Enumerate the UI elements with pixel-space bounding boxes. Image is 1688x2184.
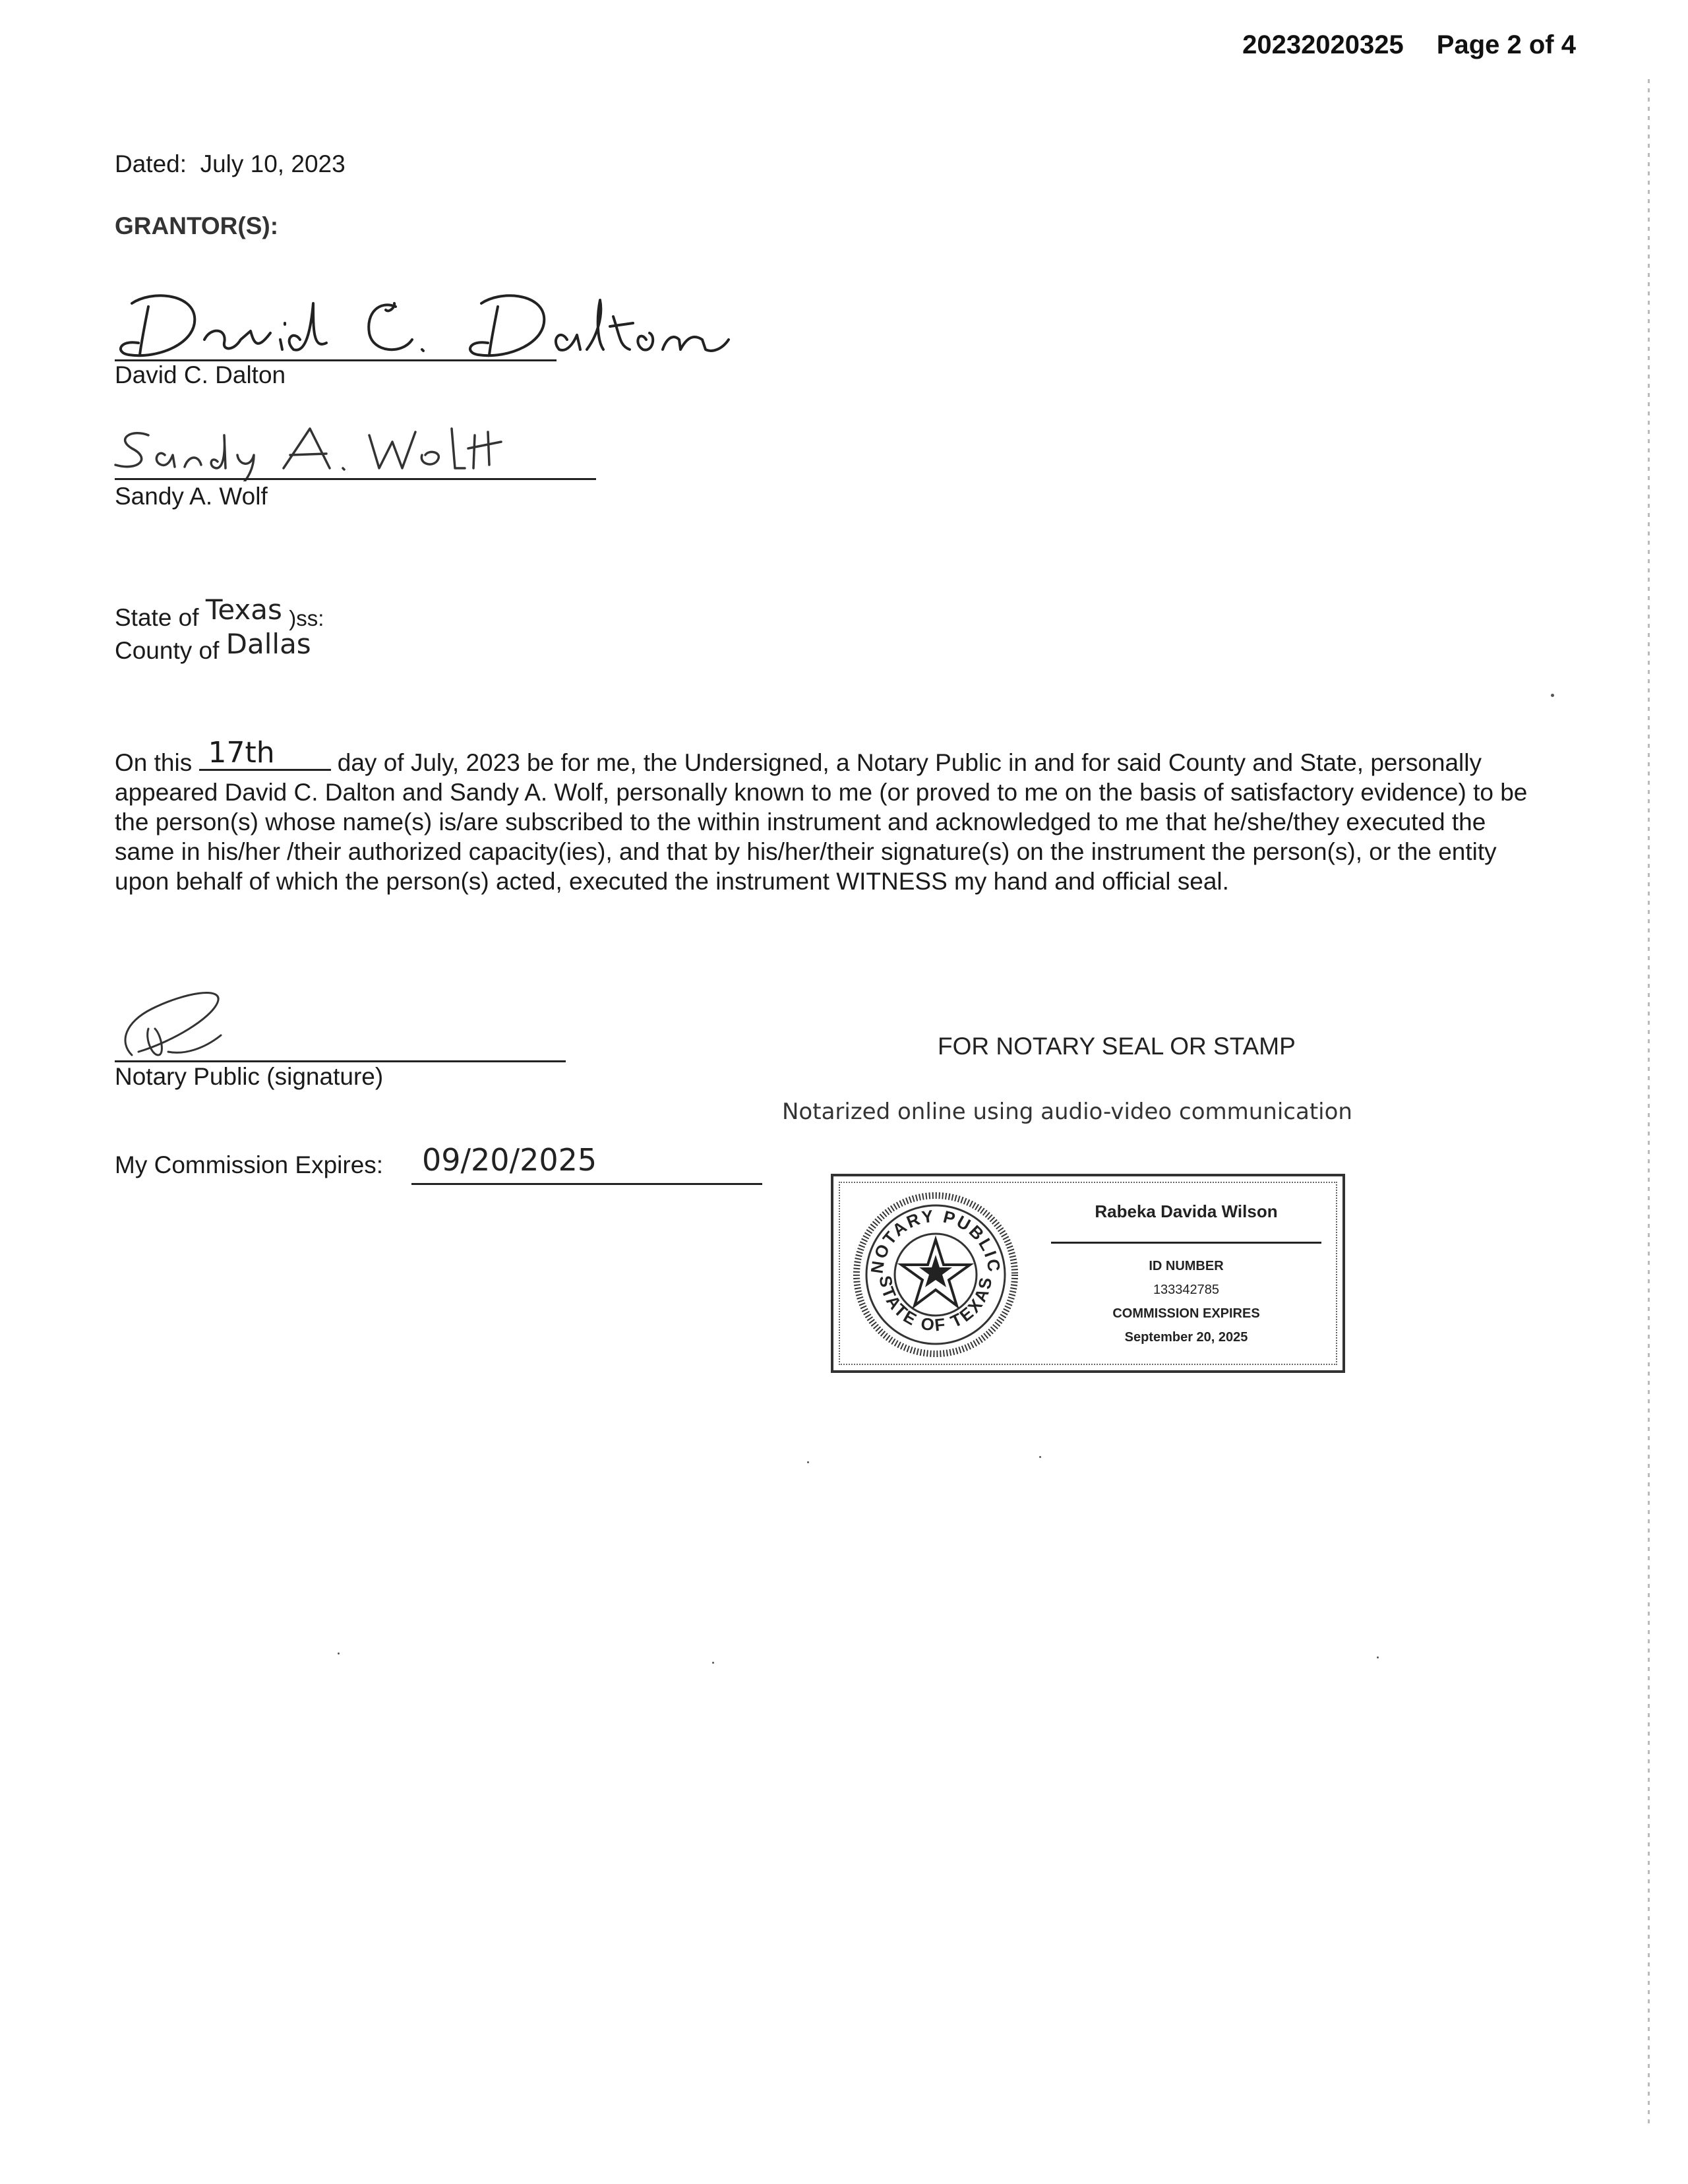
county-label: County of — [115, 637, 220, 664]
printed-name-2: Sandy A. Wolf — [115, 483, 268, 510]
signature-sandy-wolf — [112, 415, 574, 481]
stamp-id-label: ID NUMBER — [1149, 1259, 1224, 1273]
scan-speck — [712, 1662, 714, 1664]
state-label: State of — [115, 604, 199, 631]
acknowledgment-lead: On this — [115, 749, 193, 776]
stamp-info — [1051, 1201, 1321, 1349]
dated-label: Dated: — [115, 150, 187, 177]
notary-stamp — [831, 1174, 1345, 1373]
grantor-heading: GRANTOR(S): — [115, 212, 279, 239]
scan-speck — [338, 1653, 340, 1654]
seal-top-text: NOTARY PUBLIC — [866, 1205, 1005, 1275]
stamp-notary-name: Rabeka Davida Wilson — [1095, 1201, 1278, 1221]
commission-value: 09/20/2025 — [422, 1142, 597, 1178]
day-value: 17th — [208, 736, 275, 770]
commission-line — [411, 1183, 762, 1185]
day-field — [199, 736, 331, 771]
stamp-id-value: 133342785 — [1153, 1283, 1220, 1297]
notary-signature-line — [115, 1060, 566, 1062]
stamp-commission-label: COMMISSION EXPIRES — [1112, 1306, 1260, 1321]
scan-edge-artifact — [1648, 79, 1650, 2123]
dated-line — [115, 150, 346, 178]
scan-speck — [1377, 1656, 1379, 1658]
stamp-commission-date: September 20, 2025 — [1124, 1330, 1248, 1345]
page-indicator: Page 2 of 4 — [1436, 30, 1576, 59]
county-value: Dallas — [226, 628, 311, 660]
document-header — [1242, 30, 1576, 60]
texas-notary-seal-icon — [853, 1192, 1018, 1357]
acknowledgment-body: day of July, 2023 be for me, the Undersigned, a Notary Public in and for said County and State, personally appeared David C. Dalton and Sandy A. Wolf, personally known to me (or proved to me on the basis of satisfactory evidence) to be the person(s) whose name(s) is/are subscribed to the within instrument and acknowledged to me that he/she/they executed the same in his/her /their authorized capacity(ies), and that by his/her/their signature(s) on the instrument the person(s), or the entity upon behalf of which the person(s) acted, executed the instrument WITNESS my hand and official seal. — [115, 749, 1528, 895]
seal-note: Notarized online using audio-video communication — [782, 1099, 1352, 1125]
scan-speck — [1039, 1456, 1041, 1458]
scan-speck — [807, 1461, 809, 1463]
stamp-rule — [1051, 1242, 1321, 1244]
state-value: Texas — [205, 593, 282, 626]
printed-name-1: David C. Dalton — [115, 361, 286, 388]
document-number: 20232020325 — [1242, 30, 1404, 59]
county-line — [115, 628, 311, 665]
notary-signature — [112, 983, 284, 1068]
acknowledgment-paragraph — [115, 736, 1539, 896]
seal-bottom-text: STATE OF TEXAS — [875, 1274, 996, 1335]
ss-label: )ss: — [289, 606, 324, 630]
seal-heading: FOR NOTARY SEAL OR STAMP — [938, 1033, 1296, 1060]
commission-label: My Commission Expires: — [115, 1151, 384, 1178]
dated-value: July 10, 2023 — [200, 150, 346, 177]
scan-speck — [1551, 694, 1554, 697]
signature-line-2 — [115, 478, 596, 480]
notary-signature-label: Notary Public (signature) — [115, 1063, 384, 1090]
